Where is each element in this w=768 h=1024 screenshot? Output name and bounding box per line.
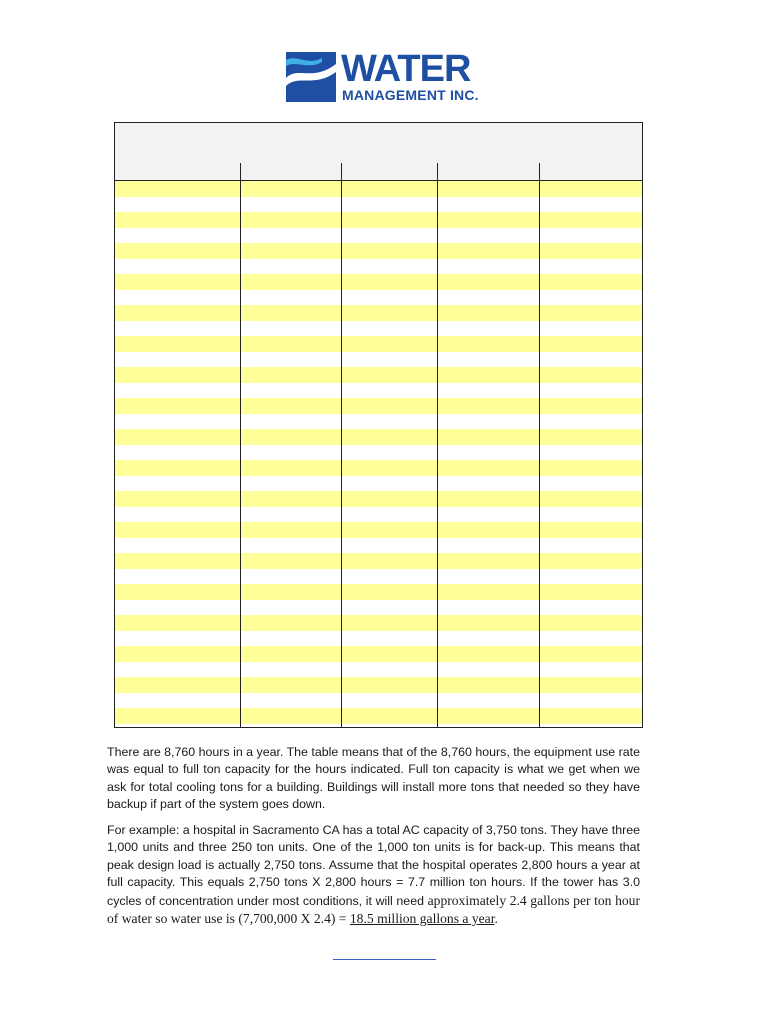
table-row — [115, 693, 642, 709]
table-row — [115, 429, 642, 445]
table-row — [115, 662, 642, 678]
logo-subtitle: MANAGEMENT INC. — [342, 87, 479, 103]
table-row — [115, 569, 642, 585]
table-row — [115, 460, 642, 476]
table-row — [115, 708, 642, 724]
table-row — [115, 367, 642, 383]
table-row — [115, 491, 642, 507]
table-row — [115, 383, 642, 399]
table-row — [115, 212, 642, 228]
column-divider — [341, 163, 342, 727]
table-row — [115, 553, 642, 569]
table-row — [115, 538, 642, 554]
company-logo — [286, 48, 486, 104]
paragraph-hours-explanation: There are 8,760 hours in a year. The table means that of the 8,760 hours, the equipment use rate was equal to full ton capacity for the hours indicated. Full ton capacity is what we get when we ask for total cooling tons for a building. Buildings will install more tons that needed so they have backup if part of the system goes down. — [107, 745, 640, 812]
table-row — [115, 352, 642, 368]
table-header-row — [115, 163, 642, 181]
column-divider — [240, 163, 241, 727]
hours-table — [114, 122, 643, 728]
table-row — [115, 228, 642, 244]
table-row — [115, 290, 642, 306]
table-row — [115, 259, 642, 275]
table-row — [115, 445, 642, 461]
annual-water-use: 18.5 million gallons a year — [349, 911, 495, 927]
example-end: . — [494, 911, 498, 927]
table-row — [115, 522, 642, 538]
table-row — [115, 181, 642, 197]
table-row — [115, 305, 642, 321]
water-wave-icon — [286, 52, 336, 102]
table-row — [115, 414, 642, 430]
table-row — [115, 507, 642, 523]
example-text-serif: approximately 2.4 gallons per ton hour of water so water use is (7,700,000 X 2.4) = — [107, 892, 640, 927]
table-title-cell — [115, 123, 642, 164]
table-row — [115, 615, 642, 631]
table-row — [115, 243, 642, 259]
paragraph-example — [107, 822, 640, 928]
table-row — [115, 398, 642, 414]
logo-wordmark: WATER — [341, 48, 471, 90]
hyperlink-underline[interactable] — [333, 959, 436, 960]
table-row — [115, 631, 642, 647]
table-row — [115, 600, 642, 616]
table-row — [115, 584, 642, 600]
table-body — [115, 181, 642, 727]
table-row — [115, 677, 642, 693]
table-row — [115, 321, 642, 337]
example-text: For example: a hospital in Sacramento CA has a total AC capacity of 3,750 tons. They have three 1,000 units and three 250 ton units. One of the 1,000 ton units is for back-up. This means that peak design load is actually 2,750 tons. Assume that the hospital operates 2,800 hours a year at full capacity. This equals 2,750 tons X 2,800 hours = 7.7 million ton hours. If the tower has 3.0 cycles of concentration under most conditions, it will need — [107, 823, 640, 908]
table-row — [115, 336, 642, 352]
table-row — [115, 646, 642, 662]
table-row — [115, 274, 642, 290]
column-divider — [539, 163, 540, 727]
table-row — [115, 476, 642, 492]
column-divider — [437, 163, 438, 727]
table-row — [115, 197, 642, 213]
